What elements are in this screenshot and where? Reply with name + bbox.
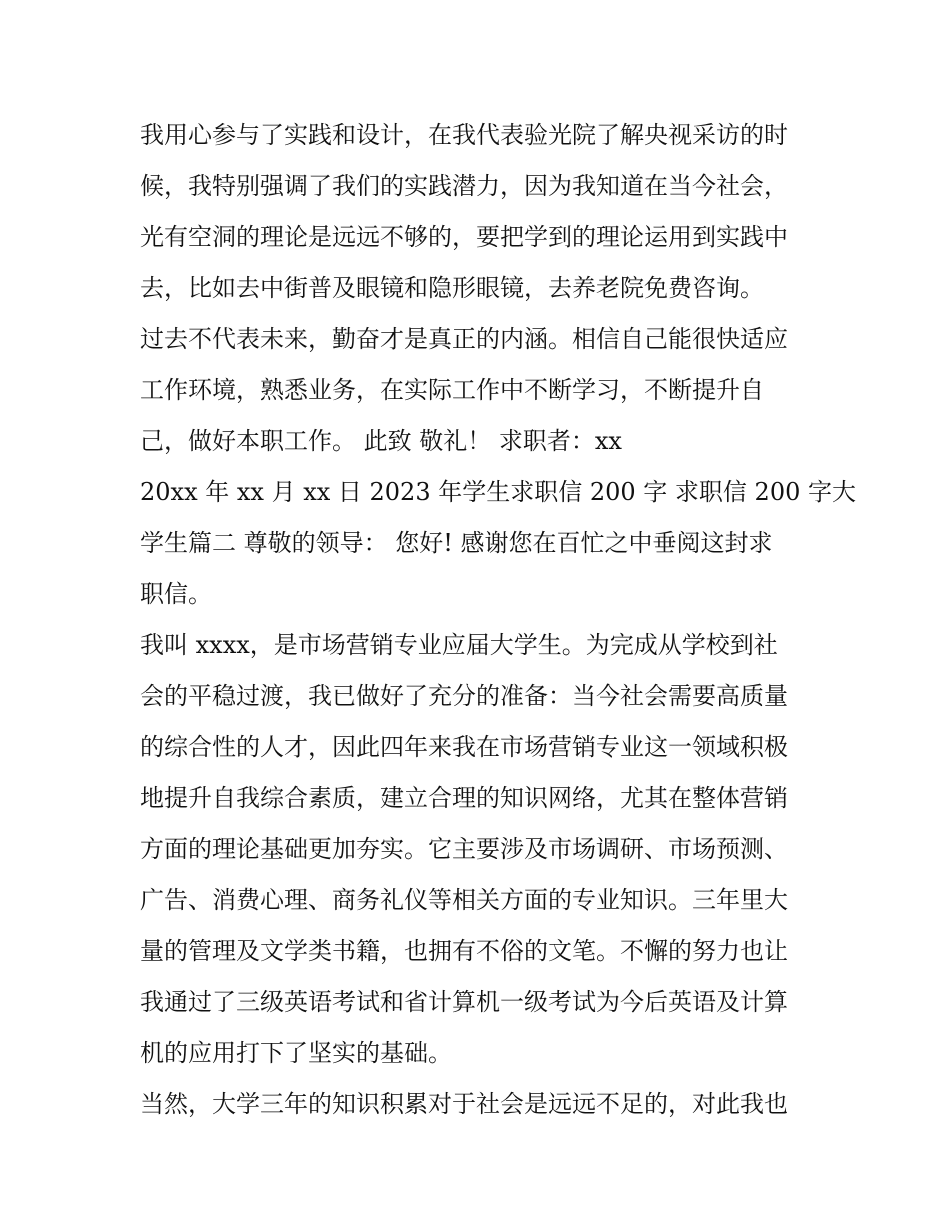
text-line: 的综合性的人才，因此四年来我在市场营销专业这一领域积极 bbox=[140, 733, 788, 761]
text-line: 工作环境，熟悉业务，在实际工作中不断学习，不断提升自 bbox=[140, 376, 764, 404]
text-line: 职信。 bbox=[140, 580, 212, 608]
text-line: 我用心参与了实践和设计，在我代表验光院了解央视采访的时 bbox=[140, 121, 788, 149]
text-line: 去，比如去中街普及眼镜和隐形眼镜，去养老院免费咨询。 bbox=[140, 274, 764, 302]
text-line: 我叫 xxxx，是市场营销专业应届大学生。为完成从学校到社 bbox=[140, 631, 778, 659]
text-line: 学生篇二 尊敬的领导： 您好! 感谢您在百忙之中垂阅这封求 bbox=[140, 529, 773, 557]
text-line: 候，我特别强调了我们的实践潜力，因为我知道在当今社会， bbox=[140, 172, 788, 200]
text-line: 会的平稳过渡，我已做好了充分的准备：当今社会需要高质量 bbox=[140, 682, 788, 710]
text-line: 己，做好本职工作。 此致 敬礼！ 求职者：xx bbox=[140, 427, 622, 455]
text-line: 地提升自我综合素质，建立合理的知识网络，尤其在整体营销 bbox=[140, 784, 788, 812]
document-body bbox=[140, 110, 856, 1130]
text-line: 广告、消费心理、商务礼仪等相关方面的专业知识。三年里大 bbox=[140, 886, 788, 914]
text-line: 方面的理论基础更加夯实。它主要涉及市场调研、市场预测、 bbox=[140, 835, 788, 863]
text-line: 过去不代表未来，勤奋才是真正的内涵。相信自己能很快适应 bbox=[140, 325, 788, 353]
text-line: 光有空洞的理论是远远不够的，要把学到的理论运用到实践中 bbox=[140, 223, 788, 251]
text-line: 我通过了三级英语考试和省计算机一级考试为今后英语及计算 bbox=[140, 988, 788, 1016]
text-line: 量的管理及文学类书籍，也拥有不俗的文笔。不懈的努力也让 bbox=[140, 937, 788, 965]
text-line: 当然，大学三年的知识积累对于社会是远远不足的，对此我也 bbox=[140, 1090, 788, 1118]
text-line: 20xx 年 xx 月 xx 日 2023 年学生求职信 200 字 求职信 200 字大 bbox=[140, 478, 856, 506]
text-line: 机的应用打下了坚实的基础。 bbox=[140, 1039, 452, 1067]
